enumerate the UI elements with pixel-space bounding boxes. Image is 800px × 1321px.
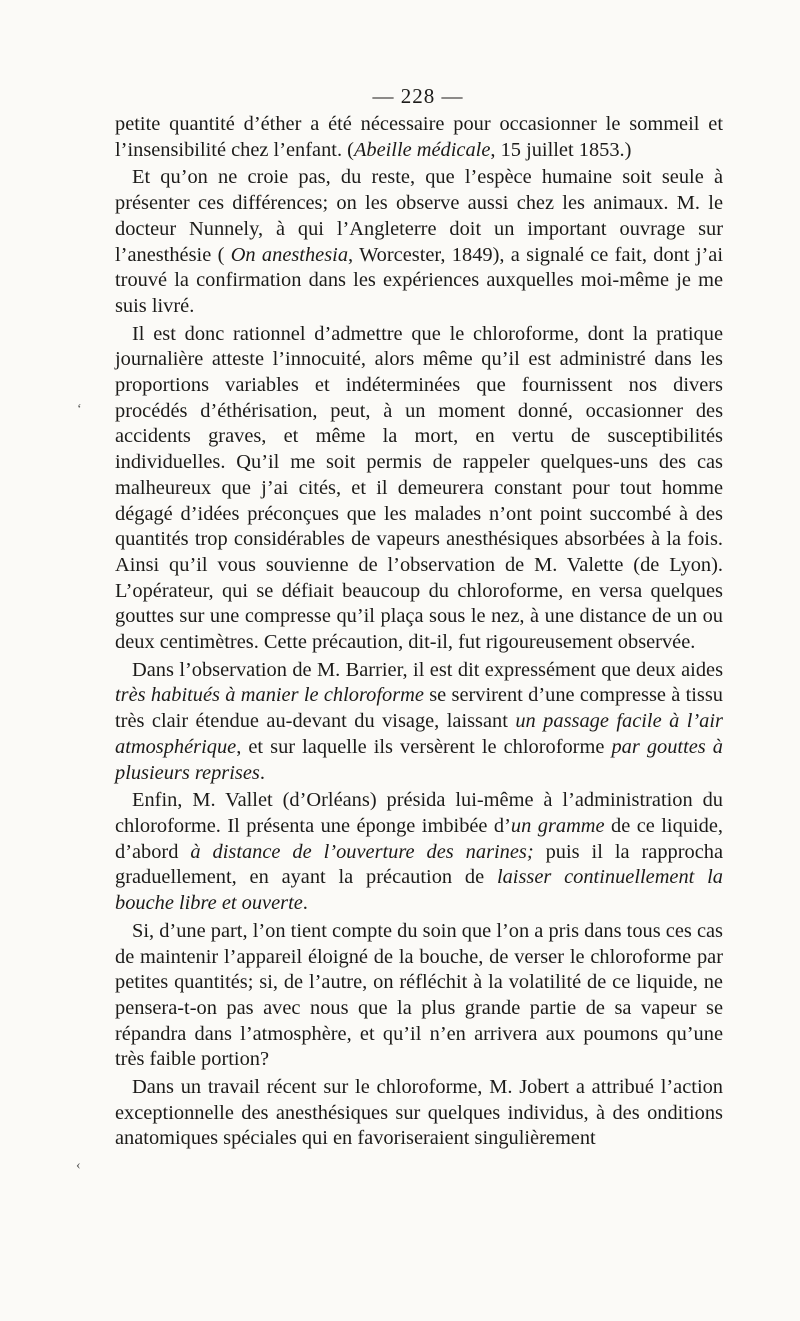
text-segment: se servirent d’une compresse à tissu très clair étendue au-devant du visage, laissant: [115, 684, 723, 733]
italic-segment: très habitués à manier le chloroforme: [115, 684, 424, 707]
paragraph: [115, 165, 723, 319]
text-segment: , et sur laquelle ils versèrent le chloroforme: [236, 735, 612, 758]
text-segment: Si, d’une part, l’on tient compte du soin que l’on a pris dans tous ces cas de maintenir l’appareil éloigné de la bouche, de verser le chloroforme par petites quantités; si, de l’autre, on réfléchit à la volatilité de ce liquide, ne pensera-t-on pas avec nous que la plus grande partie de sa vapeur se répandra dans l’atmosphère, et qu’il n’en arrivera aux poumons qu’une très faible portion?: [115, 919, 723, 1071]
text-segment: Dans un travail récent sur le chloroforme, M. Jobert a attribué l’action exceptionnelle des anesthésiques sur quelques individus, à des onditions anatomiques spéciales qui en favoriseraient singulièrement: [115, 1076, 723, 1150]
text-segment: puis il la rapprocha graduellement, en ayant la précaution de: [115, 840, 723, 889]
text-segment: .: [302, 892, 308, 915]
paragraph: [115, 788, 723, 917]
body-text: [115, 112, 723, 1152]
text-segment: Il est donc rationnel d’admettre que le chloroforme, dont la pratique journalière atteste l’innocuité, alors même qu’il est administré dans les proportions variables et indéterminées que fournissent nos divers procédés d’éthérisation, peut, à un moment donné, occasionner des accidents graves, et même la mort, en vertu de susceptibilités individuelles. Qu’il me soit permis de rappeler quelques-uns des cas malheureux que j’ai cités, et il demeurera constant pour tout homme dégagé d’idées préconçues que les malades n’ont point succombé à des quantités trop considérables de vapeurs anesthésiques absorbées à la fois. Ainsi qu’il vous souvienne de l’observation de M. Valette (de Lyon). L’opérateur, qui se défiait beaucoup du chloroforme, en versa quelques gouttes sur une compresse qu’il plaça sous le nez, à une distance de un ou deux centimètres. Cette précaution, dit-il, fut rigoureusement observée.: [115, 322, 723, 654]
margin-mark: ‹: [76, 1158, 81, 1173]
margin-mark: ʻ: [77, 402, 82, 417]
page-number: — 228 —: [372, 84, 464, 108]
italic-segment: un passage facile à l’air atmosphérique: [115, 710, 723, 758]
paragraph: [115, 658, 723, 787]
italic-segment: un gramme: [510, 814, 605, 837]
paragraph: [115, 322, 723, 656]
text-segment: Et qu’on ne croie pas, du reste, que l’espèce humaine soit seule à présenter ces différences; on les observe aussi chez les animaux. M. le docteur Nunnely, à qui l’Angleterre doit un important ouvrage sur l’anesthésie (: [115, 166, 723, 266]
italic-segment: par gouttes à plusieurs reprises: [115, 735, 723, 784]
italic-segment: On anesthesia: [230, 243, 349, 266]
italic-segment: laisser continuellement la bouche libre et ouverte: [115, 866, 724, 915]
text-segment: Dans l’observation de M. Barrier, il est dit expressément que deux aides: [132, 658, 723, 681]
text-segment: , Worcester, 1849), a signalé ce fait, dont j’ai trouvé la confirmation dans les expériences auxquelles moi-même je me suis livré.: [115, 243, 723, 317]
paragraph: [115, 1075, 723, 1152]
text-segment: de ce liquide, d’abord: [115, 814, 723, 863]
paragraph: [115, 112, 723, 163]
text-segment: petite quantité d’éther a été nécessaire pour occasionner le sommeil et l’insensibilité chez l’enfant. (: [115, 113, 723, 161]
italic-segment: à distance de l’ouverture des narines;: [190, 840, 534, 863]
paragraph: [115, 919, 723, 1073]
italic-segment: Abeille médicale: [353, 138, 491, 161]
text-segment: , 15 juillet 1853.): [490, 138, 632, 161]
text-segment: .: [259, 761, 265, 784]
text-segment: Enfin, M. Vallet (d’Orléans) présida lui-même à l’administration du chloroforme. Il présenta une éponge imbibée d’: [115, 789, 723, 837]
